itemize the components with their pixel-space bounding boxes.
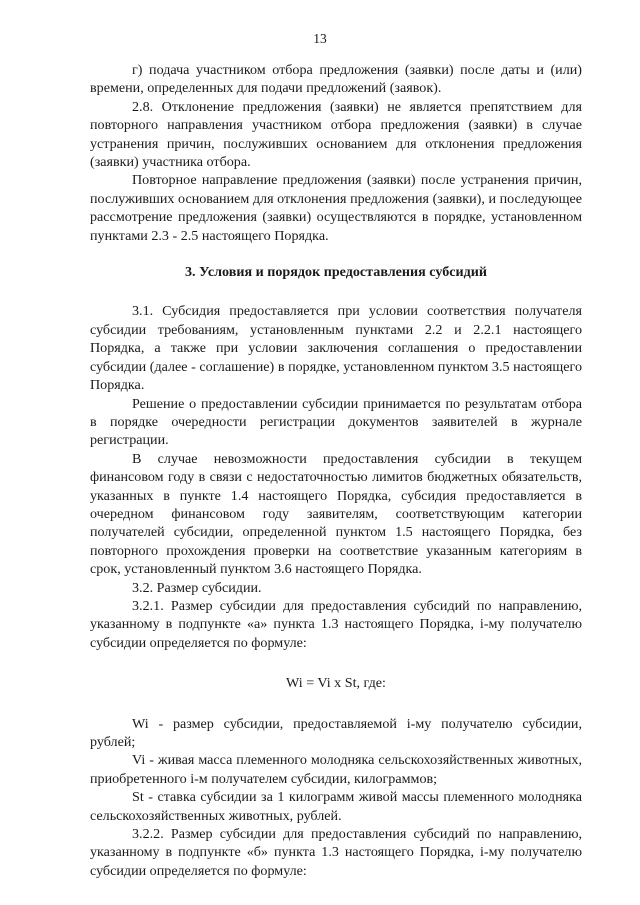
paragraph: Wi - размер субсидии, предоставляемой i-му получателю субсидии, рублей; xyxy=(90,715,582,750)
paragraph: 2.8. Отклонение предложения (заявки) не является препятствием для повторного направления участником отбора предложения (заявки) в случае устранения причин, послуживших основанием для отклонения предложения (заявки) участника отбора. xyxy=(90,98,582,171)
section-heading: 3. Условия и порядок предоставления субсидий xyxy=(184,264,488,281)
paragraph: 3.2. Размер субсидии. xyxy=(132,579,262,596)
paragraph: 3.1. Субсидия предоставляется при условии соответствия получателя субсидии требованиям, установленным пунктами 2.2 и 2.2.1 настоящего Порядка, а также при условии заключения соглашения о предоставлении субсидии (далее - соглашение) в порядке, установленном пунктом 3.5 настоящего Порядка. xyxy=(90,303,582,394)
paragraph: St - ставка субсидии за 1 килограмм живой массы племенного молодняка сельскохозяйственных животных, рублей. xyxy=(90,789,582,824)
page-content xyxy=(90,61,582,880)
formula: Wi = Vi x St, где: xyxy=(286,675,386,692)
paragraph: 3.2.1. Размер субсидии для предоставления субсидий по направлению, указанному в подпункте «а» пункта 1.3 настоящего Порядка, i-му получателю субсидии определяется по формуле: xyxy=(90,597,582,651)
paragraph: Повторное направление предложения (заявки) после устранения причин, послуживших основанием для отклонения предложения (заявки), и последующее рассмотрение предложения (заявки) осуществляются в порядке, установленном пунктами 2.3 - 2.5 настоящего Порядка. xyxy=(90,172,582,244)
paragraph: В случае невозможности предоставления субсидии в текущем финансовом году в связи с недостаточностью лимитов бюджетных обязательств, указанных в пункте 1.4 настоящего Порядка, субсидия предоставляется в очередном финансовом году заявителям, соответствующим категории получателей субсидии, определенной пунктом 1.5 настоящего Порядка, без повторного прохождения проверки на соответствие указанным категориям в срок, установленный пунктом 3.6 настоящего Порядка. xyxy=(90,450,582,578)
paragraph: Решение о предоставлении субсидии принимается по результатам отбора в порядке очередности регистрации документов заявителей в журнале регистрации. xyxy=(90,395,582,449)
paragraph: Vi - живая масса племенного молодняка сельскохозяйственных животных, приобретенного i-м получателем субсидии, килограммов; xyxy=(90,752,582,787)
page-number: 13 xyxy=(313,31,327,46)
paragraph: г) подача участником отбора предложения (заявки) после даты и (или) времени, определенных для подачи предложений (заявок). xyxy=(90,62,582,97)
paragraph: 3.2.2. Размер субсидии для предоставления субсидий по направлению, указанному в подпункте «б» пункта 1.3 настоящего Порядка, i-му получателю субсидии определяется по формуле: xyxy=(90,826,582,879)
